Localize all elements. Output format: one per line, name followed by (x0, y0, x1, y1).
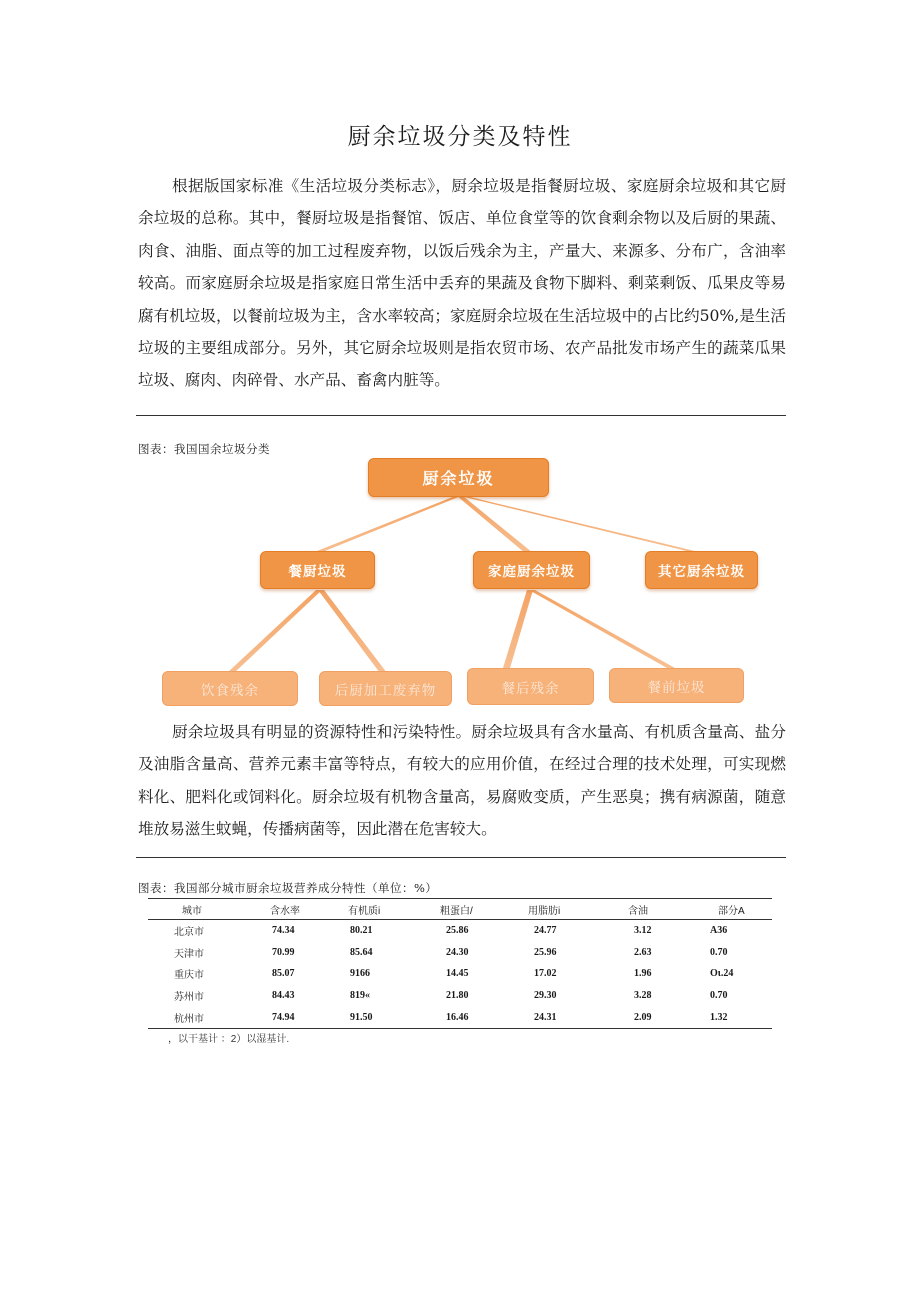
node-pre-meal-waste: 餐前垃圾 (609, 668, 744, 703)
connector (318, 590, 387, 673)
cell-city: 北京市 (174, 927, 204, 939)
divider (136, 415, 786, 416)
node-catering-waste: 餐厨垃圾 (260, 551, 375, 589)
table-row (148, 920, 772, 942)
cell-value: 0.70 (710, 990, 728, 1002)
cell-value: 85.07 (272, 968, 295, 980)
table-row (148, 963, 772, 985)
table-row (148, 942, 772, 964)
cell-value: 9166 (350, 968, 370, 980)
cell-value: 16.46 (432, 1006, 524, 1028)
cell-value: 74.34 (272, 925, 295, 937)
cell-value: 85.64 (350, 946, 373, 958)
cell-value: 3.12 (634, 925, 652, 937)
node-household-waste: 家庭厨余垃圾 (473, 551, 590, 589)
page-title: 厨余垃圾分类及特性 (347, 124, 573, 150)
cell-value: 819« (350, 990, 370, 1002)
cell-value: 29.30 (534, 990, 557, 1002)
header-city: 城市 (148, 899, 258, 920)
cell-value: 1.32 (704, 1006, 772, 1028)
header-salt: 部分A (704, 899, 772, 920)
connector (503, 590, 533, 668)
cell-city: 杭州市 (148, 1006, 258, 1028)
cell-value: 91.50 (344, 1006, 432, 1028)
characteristics-paragraph: 厨余垃圾具有明显的资源特性和污染特性。厨余垃圾具有含水量高、有机质含量高、盐分及油脂含量高、营养元素丰富等特点，有较大的应用价值，在经过合理的技术处理，可实现燃料化、肥料化或饲料化。厨余垃圾有机物含量高，易腐败变质，产生恶臭；携有病源菌，随意堆放易滋生蚊蝇，传播病菌等，因此潜在危害较大。 (138, 723, 786, 839)
cell-value: 2.63 (634, 946, 652, 958)
cell-value: 0.70 (710, 946, 728, 958)
cell-value: 3.28 (634, 990, 652, 1002)
connector (312, 496, 461, 553)
connector (227, 590, 322, 673)
cell-city: 重庆市 (174, 970, 204, 982)
header-fat: 用脂肪i (524, 899, 616, 920)
cell-value: 17.02 (534, 968, 557, 980)
cell-value: 74.94 (258, 1006, 344, 1028)
connector (457, 496, 533, 553)
node-kitchen-processing-waste: 后厨加工废弃物 (319, 671, 452, 706)
cell-value: 25.86 (446, 925, 469, 937)
header-organic: 有机质i (344, 899, 432, 920)
cell-value: 24.30 (446, 946, 469, 958)
cell-value: 14.45 (446, 968, 469, 980)
cell-value: 24.77 (534, 925, 557, 937)
header-moisture: 含水率 (258, 899, 344, 920)
table-header-row (148, 899, 772, 920)
cell-value: A36 (710, 925, 728, 937)
header-oil: 含油 (616, 899, 704, 920)
table-row (148, 1006, 772, 1028)
intro-paragraph: 根据版国家标准《生活垃圾分类标志》，厨余垃圾是指餐厨垃圾、家庭厨余垃圾和其它厨余垃圾的总称。其中，餐厨垃圾是指餐馆、饭店、单位食堂等的饮食剩余物以及后厨的果蔬、肉食、油脂、面点等的加工过程废弃物，以饭后残余为主，产量大、来源多、分布广，含油率较高。而家庭厨余垃圾是指家庭日常生活中丢弃的果蔬及食物下脚料、剩菜剩饭、瓜果皮等易腐有机垃圾，以餐前垃圾为主，含水率较高；家庭厨余垃圾在生活垃圾中的占比约50%,是生活垃圾的主要组成部分。另外，其它厨余垃圾则是指农贸市场、农产品批发市场产生的蔬菜瓜果垃圾、腐肉、肉碎骨、水产品、畜禽内脏等。 (138, 177, 786, 390)
cell-value: 1.96 (634, 968, 652, 980)
cell-value: 24.31 (524, 1006, 616, 1028)
connector (529, 590, 675, 668)
header-protein: 粗蛋白/ (432, 899, 524, 920)
cell-value: 70.99 (272, 946, 295, 958)
cell-value: 80.21 (350, 925, 373, 937)
cell-city: 苏州市 (174, 992, 204, 1004)
node-kitchen-waste: 厨余垃圾 (368, 458, 549, 497)
node-food-leftovers: 饮食残余 (162, 671, 298, 706)
node-post-meal-residue: 餐后残余 (467, 668, 594, 705)
connector (460, 496, 703, 553)
node-other-waste: 其它厨余垃圾 (645, 551, 758, 589)
table-row (148, 985, 772, 1007)
table-note: ，以干基计 ：2）以湿基计. (168, 1034, 290, 1045)
cell-value: Oι.24 (710, 968, 734, 980)
cell-value: 21.80 (446, 990, 469, 1002)
table-caption: 图表：我国部分城市厨余垃圾营养成分特性（单位：%） (138, 881, 438, 895)
cell-city: 天津市 (174, 948, 204, 960)
nutrient-table (148, 898, 772, 1029)
divider (136, 857, 786, 858)
cell-value: 25.96 (534, 946, 557, 958)
cell-value: 84.43 (272, 990, 295, 1002)
diagram-caption: 图表：我国国余垃圾分类 (138, 442, 270, 456)
cell-value: 2.09 (616, 1006, 704, 1028)
